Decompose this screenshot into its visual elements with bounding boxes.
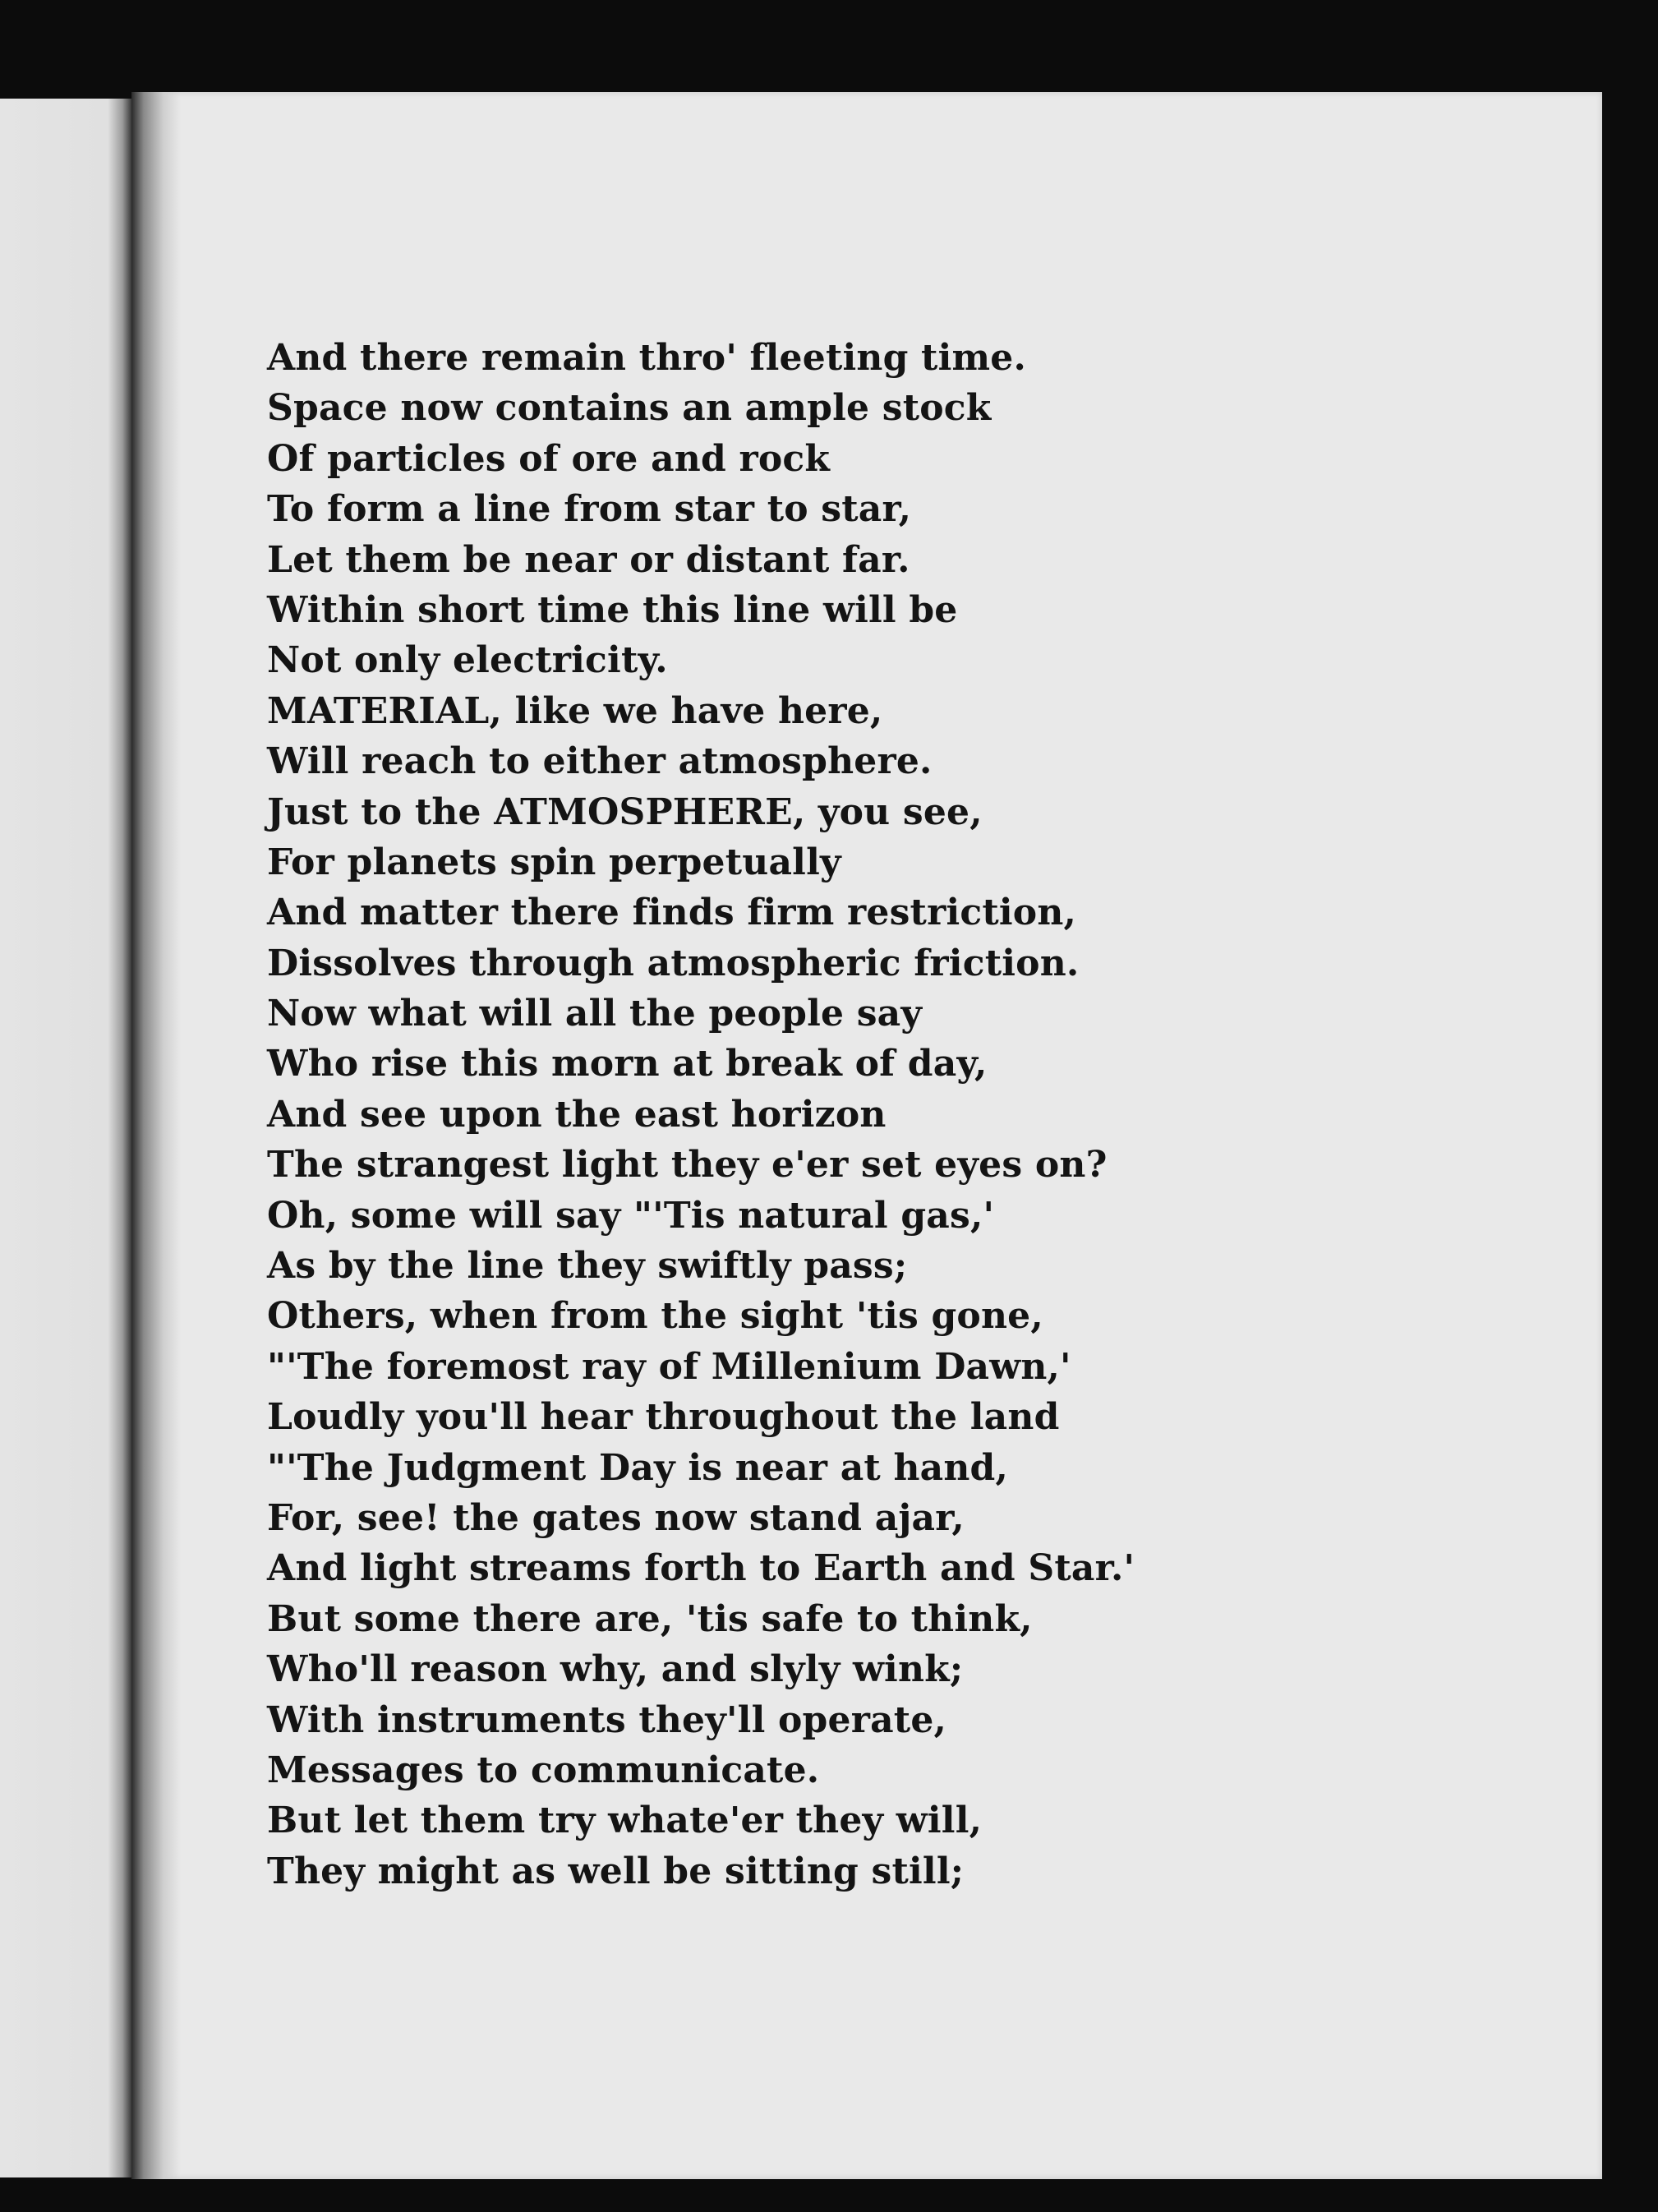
- poem-line: Of particles of ore and rock: [267, 437, 831, 480]
- poem-line: As by the line they swiftly pass;: [267, 1245, 908, 1288]
- poem-text: [267, 333, 1335, 1896]
- book-gutter-shadow: [131, 92, 181, 2179]
- poem-line: Now what will all the people say: [267, 993, 923, 1035]
- poem-line: They might as well be sitting still;: [267, 1850, 965, 1892]
- poem-line: Space now contains an ample stock: [267, 387, 992, 430]
- poem-line: And matter there finds firm restriction,: [267, 892, 1077, 934]
- poem-line: Will reach to either atmosphere.: [267, 740, 933, 783]
- poem-line: With instruments they'll operate,: [267, 1698, 947, 1741]
- scan-border: [1602, 92, 1658, 2212]
- poem-line: And see upon the east horizon: [267, 1093, 887, 1136]
- poem-line: Dissolves through atmospheric friction.: [267, 942, 1080, 984]
- poem-line: And there remain thro' fleeting time.: [267, 337, 1026, 379]
- poem-line: Messages to communicate.: [267, 1749, 820, 1791]
- poem-line: "'The Judgment Day is near at hand,: [267, 1446, 1009, 1489]
- poem-line: Who rise this morn at break of day,: [267, 1043, 988, 1085]
- facing-page-edge: [0, 99, 131, 2177]
- poem-line: Who'll reason why, and slyly wink;: [267, 1648, 964, 1691]
- poem-line: Not only electricity.: [267, 639, 668, 682]
- poem-line: To form a line from star to star,: [267, 488, 912, 531]
- poem-line: But let them try whate'er they will,: [267, 1800, 983, 1842]
- poem-line: "'The foremost ray of Millenium Dawn,': [267, 1345, 1071, 1388]
- poem-line: For planets spin perpetually: [267, 841, 841, 883]
- poem-line: Oh, some will say "'Tis natural gas,': [267, 1194, 995, 1237]
- poem-line: Loudly you'll hear throughout the land: [267, 1396, 1060, 1439]
- poem-line: Let them be near or distant far.: [267, 538, 910, 581]
- poem-line: For, see! the gates now stand ajar,: [267, 1496, 965, 1539]
- poem-line: MATERIAL, like we have here,: [267, 689, 883, 732]
- poem-line: But some there are, 'tis safe to think,: [267, 1597, 1033, 1640]
- poem-line: Within short time this line will be: [267, 588, 958, 631]
- poem-line: Just to the ATMOSPHERE, you see,: [267, 790, 983, 833]
- poem-line: And light streams forth to Earth and Star.': [267, 1547, 1135, 1590]
- poem-line: The strangest light they e'er set eyes on?: [267, 1144, 1108, 1187]
- poem-line: Others, when from the sight 'tis gone,: [267, 1295, 1043, 1338]
